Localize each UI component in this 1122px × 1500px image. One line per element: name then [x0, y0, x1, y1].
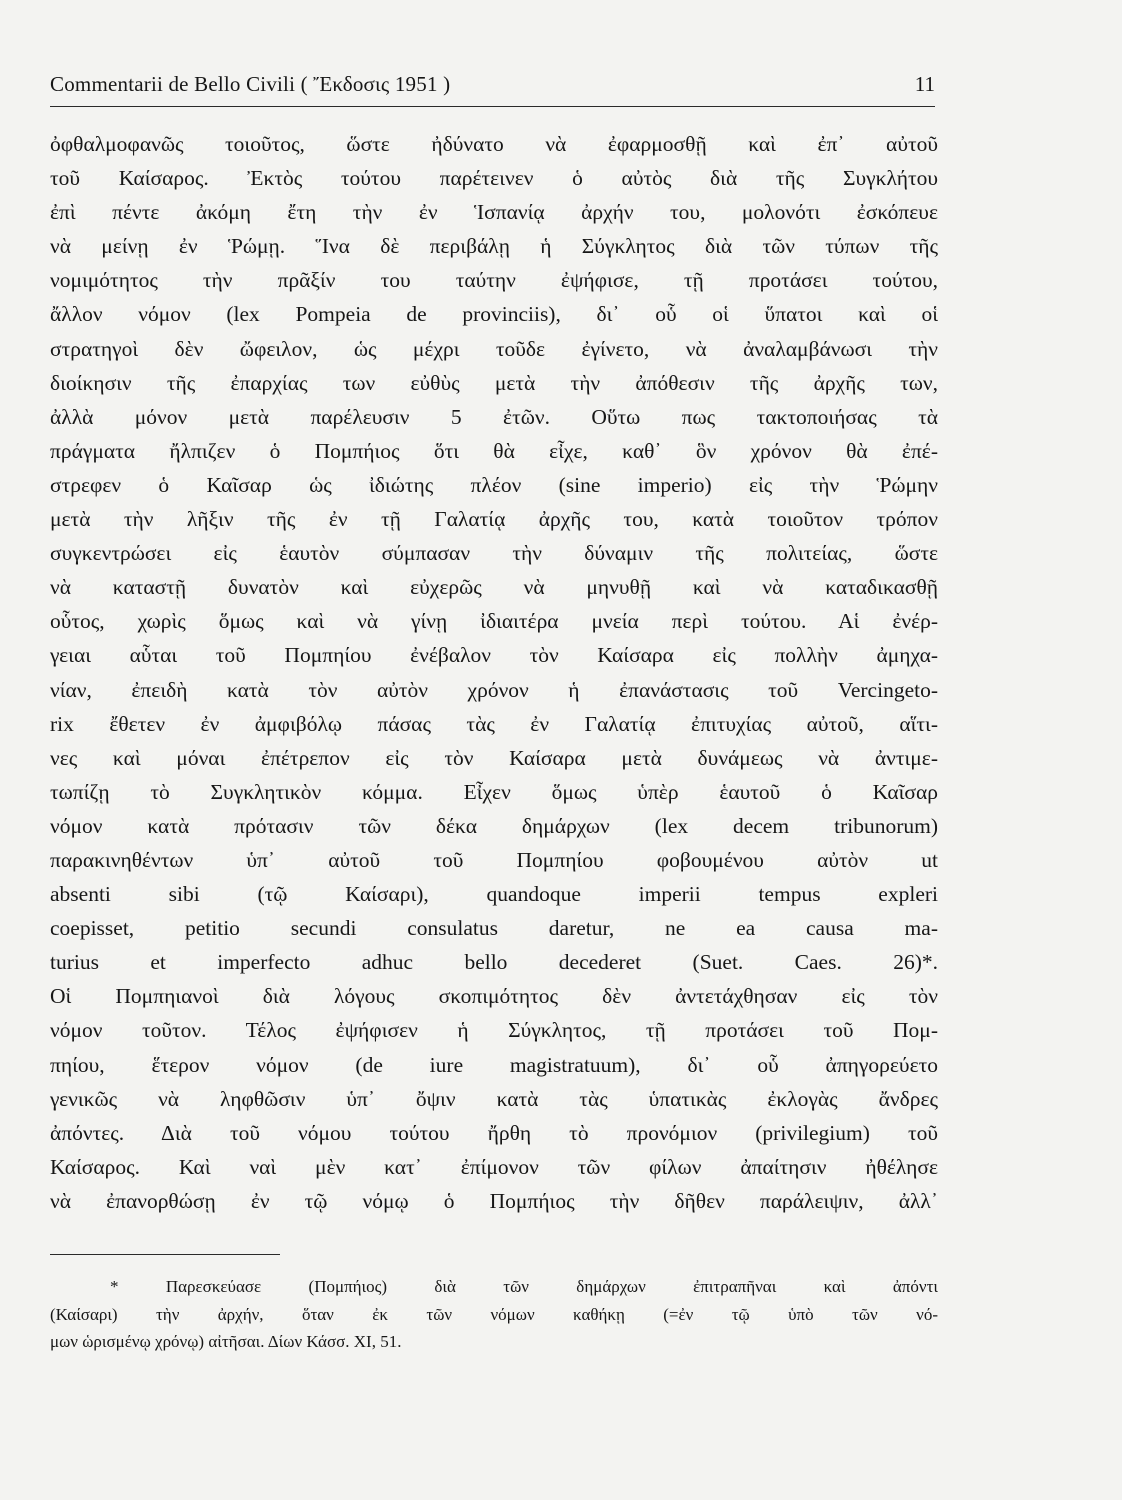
text-line: ἐπὶ πέντε ἀκόμη ἔτη τὴν ἐν Ἱσπανίᾳ ἀρχήν του, μολονότι ἐσκόπευε — [50, 200, 938, 225]
text-line: νόμον κατὰ πρότασιν τῶν δέκα δημάρχων (lex decem tribunorum) — [50, 813, 938, 838]
text-line: γενικῶς νὰ ληφθῶσιν ὑπ᾿ ὄψιν κατὰ τὰς ὑπατικὰς ἐκλογὰς ἄνδρες — [50, 1086, 938, 1111]
text-line: Οἱ Πομπηιανοὶ διὰ λόγους σκοπιμότητος δὲν ἀντετάχθησαν εἰς τὸν — [50, 984, 938, 1009]
text-line: πηίου, ἕτερον νόμον (de iure magistratuum), δι᾿ οὗ ἀπηγορεύετο — [50, 1052, 938, 1077]
text-line: διοίκησιν τῆς ἐπαρχίας των εὐθὺς μετὰ τὴν ἀπόθεσιν τῆς ἀρχῆς των, — [50, 370, 938, 395]
text-line: ἀπόντες. Διὰ τοῦ νόμου τούτου ἤρθη τὸ προνόμιον (privilegium) τοῦ — [50, 1120, 938, 1145]
text-line: συγκεντρώσει εἰς ἑαυτὸν σύμπασαν τὴν δύναμιν τῆς πολιτείας, ὥστε — [50, 541, 938, 566]
text-line: absenti sibi (τῷ Καίσαρι), quandoque imperii tempus expleri — [50, 882, 938, 907]
text-line: πράγματα ἤλπιζεν ὁ Πομπήιος ὅτι θὰ εἶχε, καθ᾿ ὃν χρόνον θὰ ἐπέ- — [50, 438, 938, 463]
text-line: οὗτος, χωρὶς ὅμως καὶ νὰ γίνῃ ἰδιαιτέρα μνεία περὶ τούτου. Αἱ ἐνέρ- — [50, 609, 938, 634]
text-line: νὰ μείνῃ ἐν Ῥώμῃ. Ἵνα δὲ περιβάλῃ ἡ Σύγκλητος διὰ τῶν τύπων τῆς — [50, 234, 938, 259]
footnote-rule — [50, 1254, 280, 1255]
body-text — [50, 127, 938, 1218]
running-title: Commentarii de Bello Civili ( Ἔκδοσις 1951 ) — [50, 72, 451, 96]
footnote-line: μων ὡρισμένῳ χρόνῳ) αἰτῆσαι. Δίων Κάσσ. XI, 51. — [50, 1332, 402, 1351]
text-line: νὰ ἐπανορθώσῃ ἐν τῷ νόμῳ ὁ Πομπήιος τὴν δῆθεν παράλειψιν, ἀλλ᾿ — [50, 1188, 938, 1213]
text-line: Καίσαρος. Καὶ ναὶ μὲν κατ᾿ ἐπίμονον τῶν φίλων ἀπαίτησιν ἠθέλησε — [50, 1154, 938, 1179]
text-line: ἄλλον νόμον (lex Pompeia de provinciis), δι᾿ οὗ οἱ ὕπατοι καὶ οἱ — [50, 302, 938, 327]
page-number: 11 — [914, 72, 935, 96]
text-line: παρακινηθέντων ὑπ᾿ αὐτοῦ τοῦ Πομπηίου φοβουμένου αὐτὸν ut — [50, 847, 938, 872]
text-line: νόμον τοῦτον. Τέλος ἐψήφισεν ἡ Σύγκλητος, τῇ προτάσει τοῦ Πομ- — [50, 1018, 938, 1043]
footnote-line: (Καίσαρι) τὴν ἀρχήν, ὅταν ἐκ τῶν νόμων καθήκῃ (=ἐν τῷ ὑπὸ τῶν νό- — [50, 1304, 938, 1324]
running-header — [50, 72, 935, 110]
text-line: ὀφθαλμοφανῶς τοιοῦτος, ὥστε ἠδύνατο νὰ ἐφαρμοσθῇ καὶ ἐπ᾿ αὐτοῦ — [50, 132, 938, 156]
text-line: νίαν, ἐπειδὴ κατὰ τὸν αὐτὸν χρόνον ἡ ἐπανάστασις τοῦ Vercingeto- — [50, 677, 938, 702]
text-line: νομιμότητος τὴν πρᾶξίν του ταύτην ἐψήφισε, τῇ προτάσει τούτου, — [50, 268, 938, 293]
text-line: νες καὶ μόναι ἐπέτρεπον εἰς τὸν Καίσαρα μετὰ δυνάμεως νὰ ἀντιμε- — [50, 745, 938, 770]
text-line: τοῦ Καίσαρος. Ἐκτὸς τούτου παρέτεινεν ὁ αὐτὸς διὰ τῆς Συγκλήτου — [50, 166, 938, 191]
text-line: ἀλλὰ μόνον μετὰ παρέλευσιν 5 ἐτῶν. Οὕτω πως τακτοποιήσας τὰ — [50, 404, 938, 429]
header-rule — [50, 106, 935, 107]
text-line: turius et imperfecto adhuc bello decederet (Suet. Caes. 26)*. — [50, 950, 938, 975]
footnote — [50, 1273, 938, 1356]
text-line: coepisset, petitio secundi consulatus daretur, ne ea causa ma- — [50, 916, 938, 941]
text-line: γειαι αὗται τοῦ Πομπηίου ἐνέβαλον τὸν Καίσαρα εἰς πολλὴν ἀμηχα- — [50, 643, 938, 668]
text-line: νὰ καταστῇ δυνατὸν καὶ εὐχερῶς νὰ μηνυθῇ καὶ νὰ καταδικασθῇ — [50, 575, 938, 600]
footnote-line: * Παρεσκεύασε (Πομπήιος) διὰ τῶν δημάρχων ἐπιτραπῆναι καὶ ἀπόντι — [110, 1277, 938, 1296]
text-line: στρεφεν ὁ Καῖσαρ ὡς ἰδιώτης πλέον (sine imperio) εἰς τὴν Ῥώμην — [50, 472, 938, 497]
text-line: στρατηγοὶ δὲν ὤφειλον, ὡς μέχρι τοῦδε ἐγίνετο, νὰ ἀναλαμβάνωσι τὴν — [50, 336, 938, 361]
text-line: rix ἔθετεν ἐν ἀμφιβόλῳ πάσας τὰς ἐν Γαλατίᾳ ἐπιτυχίας αὐτοῦ, αἵτι- — [50, 711, 938, 736]
text-line: μετὰ τὴν λῆξιν τῆς ἐν τῇ Γαλατίᾳ ἀρχῆς του, κατὰ τοιοῦτον τρόπον — [50, 507, 938, 532]
text-line: τωπίζῃ τὸ Συγκλητικὸν κόμμα. Εἶχεν ὅμως ὑπὲρ ἑαυτοῦ ὁ Καῖσαρ — [50, 779, 938, 804]
